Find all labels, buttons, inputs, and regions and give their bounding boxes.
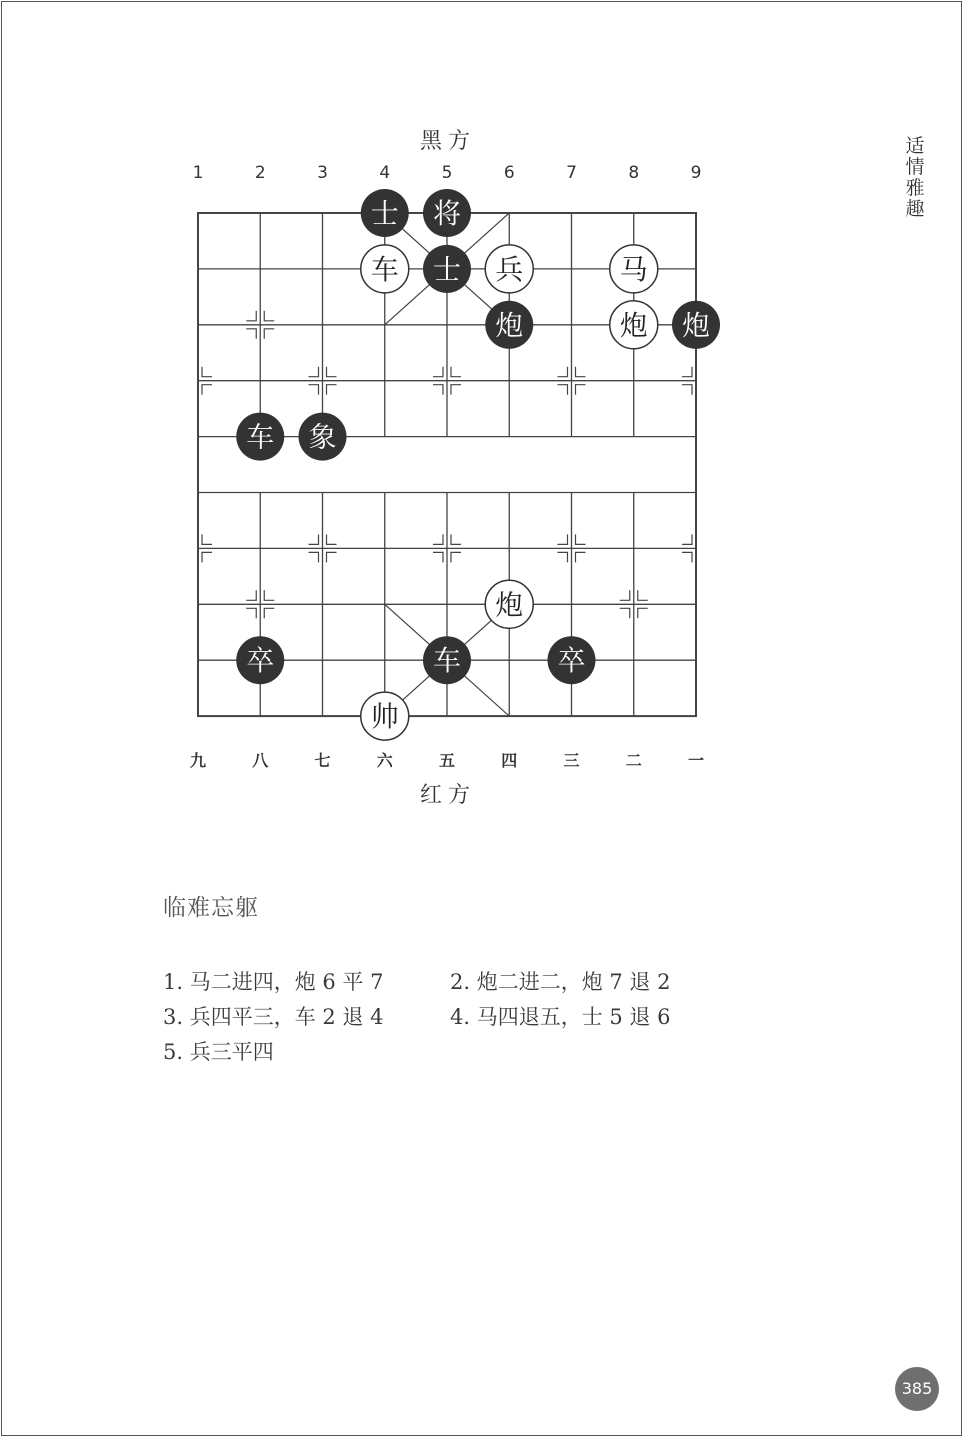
position-marker [246, 311, 256, 321]
move-line-4: 4. 马四退五，士 5 退 6 [450, 1005, 671, 1029]
position-marker [682, 367, 692, 377]
red-piece [610, 301, 658, 349]
file-label-top: 6 [503, 163, 515, 183]
position-marker [433, 552, 443, 562]
position-marker [264, 590, 274, 600]
piece-label: 卒 [557, 644, 586, 678]
position-marker [327, 367, 337, 377]
black-piece [423, 636, 471, 684]
position-marker [264, 311, 274, 321]
red-piece [361, 245, 409, 293]
black-piece [236, 636, 284, 684]
file-label-top: 3 [317, 163, 328, 183]
position-marker [433, 367, 443, 377]
position-marker [327, 534, 337, 544]
piece-label: 炮 [495, 588, 524, 622]
position-marker [451, 385, 461, 395]
piece-label: 车 [246, 420, 275, 454]
file-label-bottom: 四 [501, 751, 518, 770]
move-line-1: 1. 马二进四，炮 6 平 7 [163, 970, 384, 994]
file-label-top: 2 [254, 163, 266, 183]
black-piece [299, 413, 347, 461]
piece-label: 兵 [495, 252, 524, 286]
position-marker [620, 608, 630, 618]
piece-label: 车 [432, 644, 462, 678]
position-marker [558, 385, 568, 395]
position-marker [620, 590, 630, 600]
file-label-bottom: 一 [687, 751, 705, 770]
running-header-char: 情 [905, 156, 925, 178]
piece-label: 炮 [619, 308, 648, 342]
page-number-badge: 385 [895, 1367, 939, 1411]
move-line-3: 3. 兵四平三，车 2 退 4 [163, 1005, 384, 1029]
file-label-top: 9 [690, 163, 702, 183]
position-marker [202, 385, 212, 395]
piece-label: 将 [432, 197, 462, 230]
piece-label: 帅 [370, 700, 399, 734]
black-piece [423, 245, 471, 293]
piece-label: 士 [432, 252, 462, 286]
running-header-char: 适 [905, 135, 925, 157]
pieces [236, 189, 720, 740]
position-marker [202, 534, 212, 544]
red-piece [610, 245, 658, 293]
file-label-top: 1 [192, 163, 204, 183]
piece-label: 车 [370, 252, 399, 286]
running-header-char: 趣 [905, 198, 925, 220]
black-piece [672, 301, 720, 349]
file-label-top: 5 [441, 163, 453, 183]
puzzle-title: 临难忘躯 [163, 895, 259, 921]
position-marker [558, 367, 568, 377]
position-marker [558, 534, 568, 544]
black-side-label: 黑方 [419, 129, 477, 154]
position-marker [246, 590, 256, 600]
position-marker [264, 329, 274, 339]
piece-label: 马 [619, 252, 648, 286]
file-label-bottom: 三 [563, 751, 580, 770]
position-marker [309, 385, 319, 395]
piece-label: 卒 [246, 644, 275, 678]
position-marker [309, 367, 319, 377]
position-marker [264, 608, 274, 618]
move-line-5: 5. 兵三平四 [163, 1040, 274, 1064]
position-marker [638, 608, 648, 618]
black-piece [361, 189, 409, 237]
piece-label: 象 [308, 420, 337, 454]
position-marker [576, 534, 586, 544]
piece-label: 炮 [681, 308, 711, 342]
position-marker [451, 552, 461, 562]
position-marker [309, 552, 319, 562]
position-marker [576, 552, 586, 562]
position-marker [202, 552, 212, 562]
position-marker [327, 385, 337, 395]
file-label-bottom: 五 [438, 751, 456, 770]
position-marker [451, 534, 461, 544]
piece-label: 士 [370, 197, 399, 230]
red-piece [485, 580, 533, 628]
file-label-bottom: 八 [252, 751, 269, 770]
black-piece [236, 413, 284, 461]
position-marker [682, 534, 692, 544]
position-marker [433, 385, 443, 395]
position-marker [309, 534, 319, 544]
red-piece [485, 245, 533, 293]
file-label-bottom: 二 [625, 751, 642, 770]
red-side-label: 红方 [419, 783, 477, 808]
file-label-bottom: 七 [314, 751, 331, 770]
file-label-top: 8 [628, 163, 640, 183]
move-line-2: 2. 炮二进二，炮 7 退 2 [450, 970, 671, 994]
position-marker [576, 385, 586, 395]
piece-label: 炮 [495, 308, 524, 342]
position-marker [246, 329, 256, 339]
position-marker [327, 552, 337, 562]
position-marker [682, 552, 692, 562]
position-marker [576, 367, 586, 377]
position-marker [202, 367, 212, 377]
running-header-char: 雅 [905, 177, 925, 199]
position-marker [638, 590, 648, 600]
file-label-top: 7 [566, 163, 577, 183]
position-marker [246, 608, 256, 618]
file-label-bottom: 六 [376, 751, 393, 770]
red-piece [361, 692, 409, 740]
position-marker [451, 367, 461, 377]
position-marker [558, 552, 568, 562]
black-piece [423, 189, 471, 237]
black-piece [548, 636, 596, 684]
position-marker [682, 385, 692, 395]
black-piece [485, 301, 533, 349]
file-label-top: 4 [379, 163, 391, 183]
file-label-bottom: 九 [189, 751, 207, 770]
position-marker [433, 534, 443, 544]
